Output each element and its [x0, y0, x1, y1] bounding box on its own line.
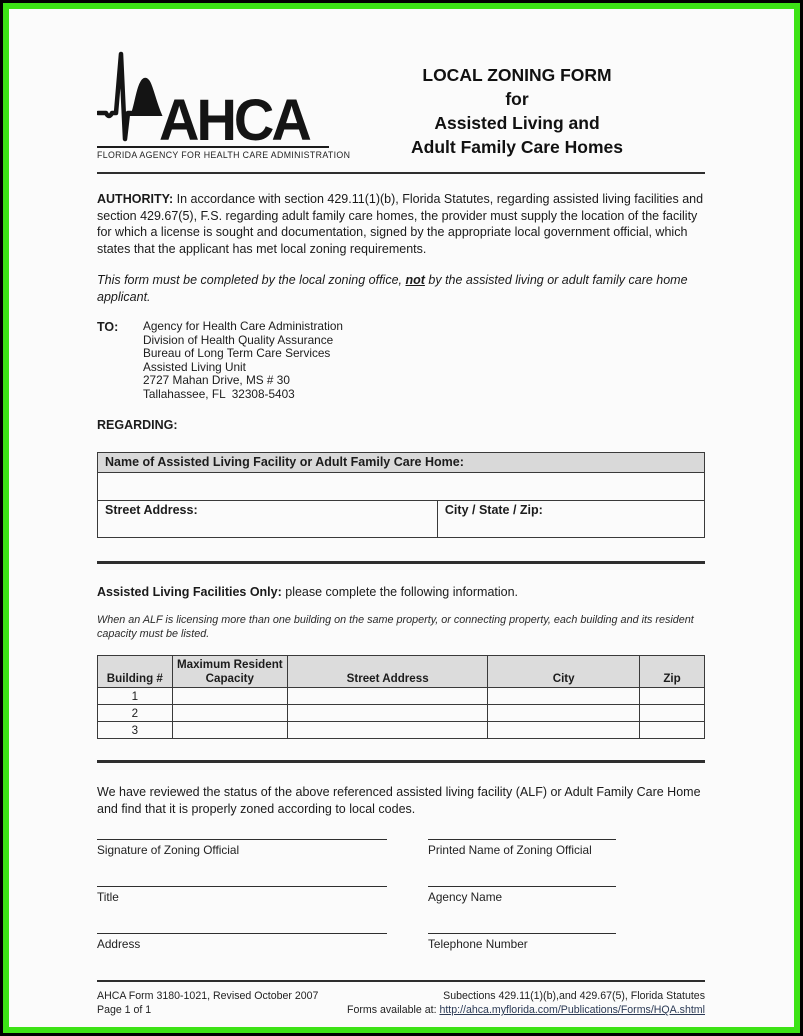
form-header [97, 49, 705, 160]
building-1-capacity-field[interactable] [172, 688, 287, 705]
page-number: Page 1 of 1 [97, 1004, 152, 1017]
building-3-zip-field[interactable] [640, 722, 705, 739]
forms-availability [347, 1003, 705, 1017]
title-field[interactable] [97, 886, 387, 904]
building-1-zip-field[interactable] [640, 688, 705, 705]
printed-name-label: Printed Name of Zoning Official [428, 843, 592, 858]
facility-info-table [97, 452, 705, 538]
building-1-address-field[interactable] [287, 688, 487, 705]
to-address-lines [143, 320, 343, 402]
building-1-city-field[interactable] [488, 688, 640, 705]
building-2-city-field[interactable] [488, 705, 640, 722]
section-divider-2 [97, 760, 705, 763]
address-label: Address [97, 937, 141, 952]
building-3-address-field[interactable] [287, 722, 487, 739]
street-address-field[interactable]: Street Address: [98, 500, 438, 537]
building-list-table [97, 655, 705, 739]
form-title-line4: Adult Family Care Homes [411, 137, 623, 157]
forms-available-label: Forms available at: [347, 1004, 440, 1017]
zip-header: Zip [640, 656, 705, 688]
building-row-1 [98, 688, 705, 705]
agency-name-field[interactable] [428, 886, 616, 904]
max-capacity-header: Maximum Resident Capacity [172, 656, 287, 688]
notice-emphasis: not [405, 273, 425, 287]
building-1-number: 1 [98, 688, 173, 705]
facility-name-field[interactable] [98, 472, 705, 500]
logo-acronym-text: AHCA [159, 86, 309, 153]
form-number: AHCA Form 3180-1021, Revised October 2007 [97, 990, 319, 1003]
building-row-3 [98, 722, 705, 739]
signature-row-1 [97, 839, 705, 857]
building-2-number: 2 [98, 705, 173, 722]
alf-section-heading [97, 584, 705, 601]
alf-multi-building-note: When an ALF is licensing more than one building on the same property, or connecting property, each building and its resident capacity must be listed. [97, 614, 694, 641]
scan-green-border [3, 3, 800, 1033]
signature-field[interactable] [97, 839, 387, 857]
building-3-capacity-field[interactable] [172, 722, 287, 739]
facility-name-header: Name of Assisted Living Facility or Adult Family Care Home: [98, 452, 705, 472]
city-state-zip-field[interactable]: City / State / Zip: [437, 500, 704, 537]
building-2-capacity-field[interactable] [172, 705, 287, 722]
building-3-city-field[interactable] [488, 722, 640, 739]
to-label: TO: [97, 320, 119, 334]
notice-post: by the assisted living or adult family care home applicant. [97, 273, 688, 304]
city-header: City [488, 656, 640, 688]
forms-url-link[interactable]: http://ahca.myflorida.com/Publications/Forms/HQA.shtml [439, 1004, 705, 1017]
completion-notice [97, 272, 705, 305]
building-number-header: Building # [98, 656, 173, 688]
ekg-heartbeat-icon [97, 49, 165, 143]
building-row-2 [98, 705, 705, 722]
footer-right-block [347, 989, 705, 1017]
printed-name-field[interactable] [428, 839, 616, 857]
regarding-label: REGARDING: [97, 417, 178, 432]
notice-pre: This form must be completed by the local zoning office, [97, 273, 406, 287]
form-title-line3: Assisted Living and [434, 113, 600, 133]
form-title-line1: LOCAL ZONING FORM [422, 65, 612, 85]
title-label: Title [97, 890, 119, 905]
form-title [329, 49, 705, 159]
address-field[interactable] [97, 933, 387, 951]
to-line-unit: Assisted Living Unit [143, 359, 246, 374]
footer-left-block [97, 989, 318, 1017]
signature-area [97, 839, 705, 951]
agency-name-label: Agency Name [428, 890, 503, 905]
authority-text: In accordance with section 429.11(1)(b), Florida Statutes, regarding assisted living facilities and section 429.67(5), F.S. regarding adult family care homes, the provider must supply the location of the facility for which a license is sought and documentation, signed by the appropriate local government official, which states that the applicant has met local zoning requirements. [97, 192, 704, 256]
authority-label: AUTHORITY: [97, 192, 174, 206]
building-3-number: 3 [98, 722, 173, 739]
statute-reference: Subections 429.11(1)(b),and 429.67(5), Florida Statutes [443, 990, 705, 1003]
to-line-agency: Agency for Health Care Administration [143, 319, 343, 333]
building-table-header-row [98, 656, 705, 688]
telephone-field[interactable] [428, 933, 616, 951]
building-2-zip-field[interactable] [640, 705, 705, 722]
to-line-street: 2727 Mahan Drive, MS # 30 [143, 373, 290, 388]
alf-heading-bold: Assisted Living Facilities Only: [97, 584, 282, 599]
to-line-city: Tallahassee, FL 32308-5403 [143, 386, 295, 401]
building-2-address-field[interactable] [287, 705, 487, 722]
ahca-logo [97, 49, 351, 160]
street-address-header: Street Address [287, 656, 487, 688]
signature-row-3 [97, 933, 705, 951]
to-line-division: Division of Health Quality Assurance [143, 332, 334, 347]
signature-row-2 [97, 886, 705, 904]
section-divider-1 [97, 561, 705, 564]
to-line-bureau: Bureau of Long Term Care Services [143, 346, 331, 361]
signature-label: Signature of Zoning Official [97, 843, 240, 858]
footer-divider [97, 980, 705, 982]
authority-paragraph [97, 191, 705, 257]
form-footer [97, 989, 705, 1017]
logo-tagline-text: FLORIDA AGENCY FOR HEALTH CARE ADMINISTRATION [97, 150, 351, 160]
alf-heading-rest: please complete the following information. [281, 584, 519, 599]
to-address-block [97, 320, 705, 402]
telephone-label: Telephone Number [428, 937, 528, 952]
header-divider [97, 172, 705, 174]
form-page [97, 49, 705, 1017]
zoning-review-statement: We have reviewed the status of the above referenced assisted living facility (ALF) or Adult Family Care Home and find that it is properly zoned according to local codes. [97, 785, 701, 816]
form-title-line2: for [505, 89, 529, 109]
